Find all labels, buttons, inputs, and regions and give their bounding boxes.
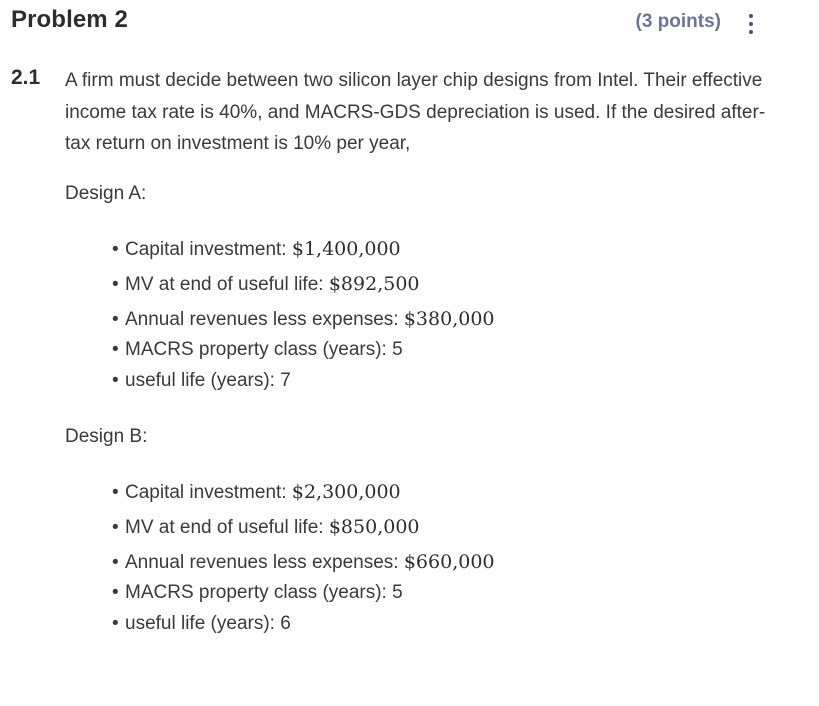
design-b-item-capital: • Capital investment: $2,300,000 <box>112 481 401 503</box>
question-number: 2.1 <box>11 66 41 89</box>
design-b-item-macrs: • MACRS property class (years): 5 <box>112 582 403 603</box>
question-intro: A firm must decide between two silicon layer chip designs from Intel. Their effective income tax rate is 40%, and MACRS-GDS depreciation is used. If the desired after-tax return on investment is 10% per year, <box>65 70 766 154</box>
problem-title: Problem 2 <box>11 6 128 33</box>
points-label: (3 points) <box>635 11 721 32</box>
design-b-item-life: • useful life (years): 6 <box>112 613 291 634</box>
design-a-item-capital: • Capital investment: $1,400,000 <box>112 238 401 260</box>
design-b-item-revenues: • Annual revenues less expenses: $660,000 <box>112 551 495 573</box>
design-a-label: Design A: <box>65 183 147 204</box>
design-a-item-macrs: • MACRS property class (years): 5 <box>112 339 403 360</box>
design-b-label: Design B: <box>65 426 148 447</box>
design-a-item-mv: • MV at end of useful life: $892,500 <box>112 273 420 295</box>
problem-header <box>0 0 819 44</box>
design-a-item-life: • useful life (years): 7 <box>112 370 291 391</box>
design-b-item-mv: • MV at end of useful life: $850,000 <box>112 516 420 538</box>
design-a-item-revenues: • Annual revenues less expenses: $380,000 <box>112 308 495 330</box>
more-options-button[interactable] <box>741 10 761 38</box>
